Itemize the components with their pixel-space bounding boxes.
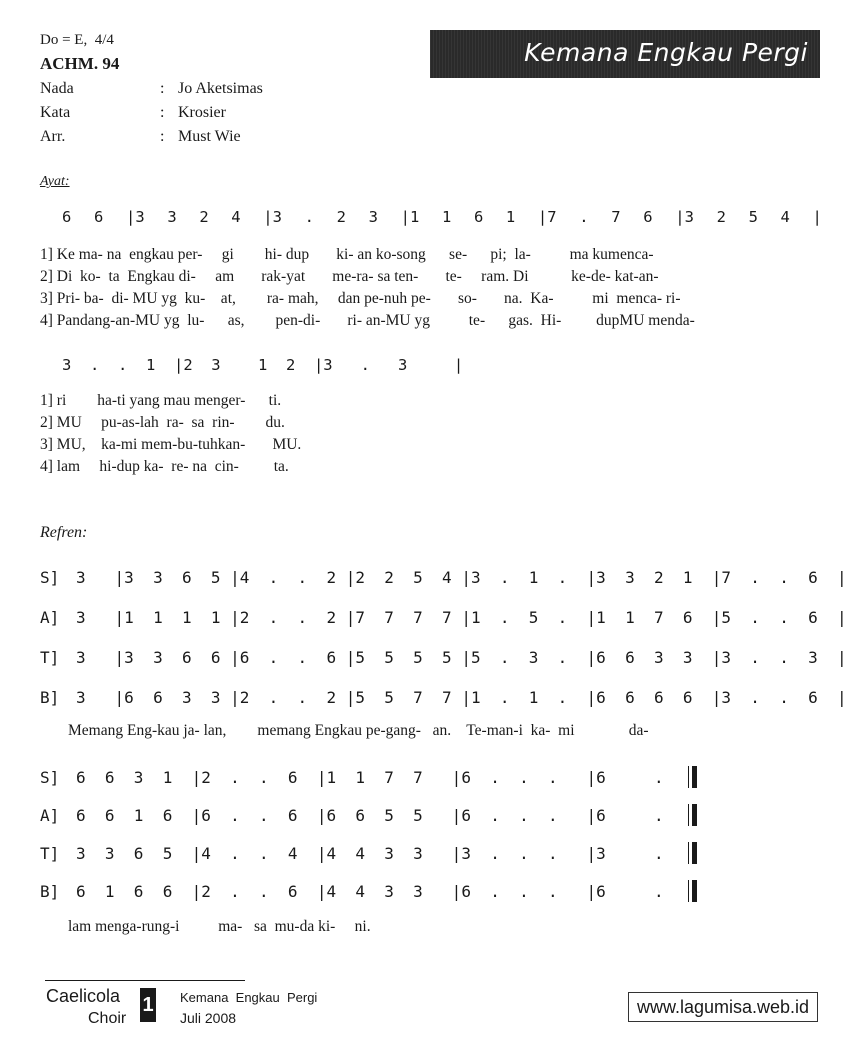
notes-alto: 6 6 1 6 |6 . . 6 |6 6 5 5 |6 . . . |6 .	[76, 806, 664, 825]
voice-label-tenor: T]	[40, 844, 60, 863]
footer-song-title: Kemana Engkau Pergi	[180, 990, 318, 1005]
credit-value-arr: Must Wie	[178, 128, 241, 145]
notes-bass: 3 |6 6 3 3 |2 . . 2 |5 5 7 7 |1 . 1 . |6 6 6 6 |3 . . 6 |	[76, 688, 847, 707]
footer-rule	[45, 980, 245, 981]
final-barline	[692, 842, 697, 864]
song-title: Kemana Engkau Pergi	[524, 38, 808, 67]
choir-name: Caelicola	[46, 986, 121, 1006]
final-barline	[692, 804, 697, 826]
final-barline-thin	[688, 880, 689, 902]
song-code: ACHM. 94	[40, 54, 120, 73]
final-barline	[692, 880, 697, 902]
ayat-lyric-verse-3: 3] Pri- ba- di- MU yg ku- at, ra- mah, dan pe-nuh pe- so- na. Ka- mi menca- ri-	[40, 290, 681, 307]
credit-sep: :	[160, 80, 165, 97]
ayat-lyric-2-verse-4: 4] lam hi-dup ka- re- na cin- ta.	[40, 458, 289, 475]
footer-date: Juli 2008	[180, 1010, 237, 1026]
final-barline	[692, 766, 697, 788]
ayat-lyric-verse-4: 4] Pandang-an-MU yg lu- as, pen-di- ri- an-MU yg te- gas. Hi- dupMU menda-	[40, 312, 695, 329]
notes-tenor: 3 3 6 5 |4 . . 4 |4 4 3 3 |3 . . . |3 .	[76, 844, 664, 863]
voice-label-bass: B]	[40, 882, 60, 901]
title-banner	[430, 30, 820, 78]
notes-soprano: 3 |3 3 6 5 |4 . . 2 |2 2 5 4 |3 . 1 . |3 3 2 1 |7 . . 6 |	[76, 568, 847, 587]
ayat-notes-line-1: 6 6 |3 3 2 4 |3 . 2 3 |1 1 6 1 |7 . 7 6 |3 2 5 4 |	[62, 208, 822, 226]
credit-sep: :	[160, 128, 165, 145]
final-barline-thin	[688, 804, 689, 826]
choir-sub: Choir	[88, 1010, 127, 1027]
notes-soprano: 6 6 3 1 |2 . . 6 |1 1 7 7 |6 . . . |6 .	[76, 768, 664, 787]
voice-label-alto: A]	[40, 608, 60, 627]
voice-label-bass: B]	[40, 688, 60, 707]
ayat-lyric-2-verse-3: 3] MU, ka-mi mem-bu-tuhkan- MU.	[40, 436, 302, 453]
voice-label-soprano: S]	[40, 568, 60, 587]
credit-label-arr: Arr.	[40, 128, 66, 145]
refren-lyrics-2: lam menga-rung-i ma- sa mu-da ki- ni.	[68, 918, 371, 935]
refren-lyrics-1: Memang Eng-kau ja- lan, memang Engkau pe-gang- an. Te-man-i ka- mi da-	[68, 722, 649, 739]
ayat-label: Ayat:	[40, 174, 70, 189]
credit-label-nada: Nada	[40, 80, 74, 97]
ayat-lyric-2-verse-1: 1] ri ha-ti yang mau menger- ti.	[40, 392, 282, 409]
key-signature: Do = E, 4/4	[40, 32, 114, 48]
ayat-notes-line-2: 3 . . 1 |2 3 1 2 |3 . 3 |	[62, 356, 464, 374]
credit-sep: :	[160, 104, 165, 121]
credit-label-kata: Kata	[40, 104, 71, 121]
notes-tenor: 3 |3 3 6 6 |6 . . 6 |5 5 5 5 |5 . 3 . |6 6 3 3 |3 . . 3 |	[76, 648, 847, 667]
voice-label-alto: A]	[40, 806, 60, 825]
credit-value-kata: Krosier	[178, 104, 226, 121]
ayat-lyric-verse-1: 1] Ke ma- na engkau per- gi hi- dup ki- an ko-song se- pi; la- ma kumenca-	[40, 246, 654, 263]
voice-label-soprano: S]	[40, 768, 60, 787]
page-number: 1	[140, 988, 156, 1022]
refren-label: Refren:	[40, 524, 88, 541]
ayat-lyric-verse-2: 2] Di ko- ta Engkau di- am rak-yat me-ra- sa ten- te- ram. Di ke-de- kat-an-	[40, 268, 659, 285]
final-barline-thin	[688, 766, 689, 788]
notes-bass: 6 1 6 6 |2 . . 6 |4 4 3 3 |6 . . . |6 .	[76, 882, 664, 901]
final-barline-thin	[688, 842, 689, 864]
voice-label-tenor: T]	[40, 648, 60, 667]
ayat-lyric-2-verse-2: 2] MU pu-as-lah ra- sa rin- du.	[40, 414, 285, 431]
website-url: www.lagumisa.web.id	[628, 992, 818, 1022]
credit-value-nada: Jo Aketsimas	[178, 80, 263, 97]
notes-alto: 3 |1 1 1 1 |2 . . 2 |7 7 7 7 |1 . 5 . |1 1 7 6 |5 . . 6 |	[76, 608, 847, 627]
